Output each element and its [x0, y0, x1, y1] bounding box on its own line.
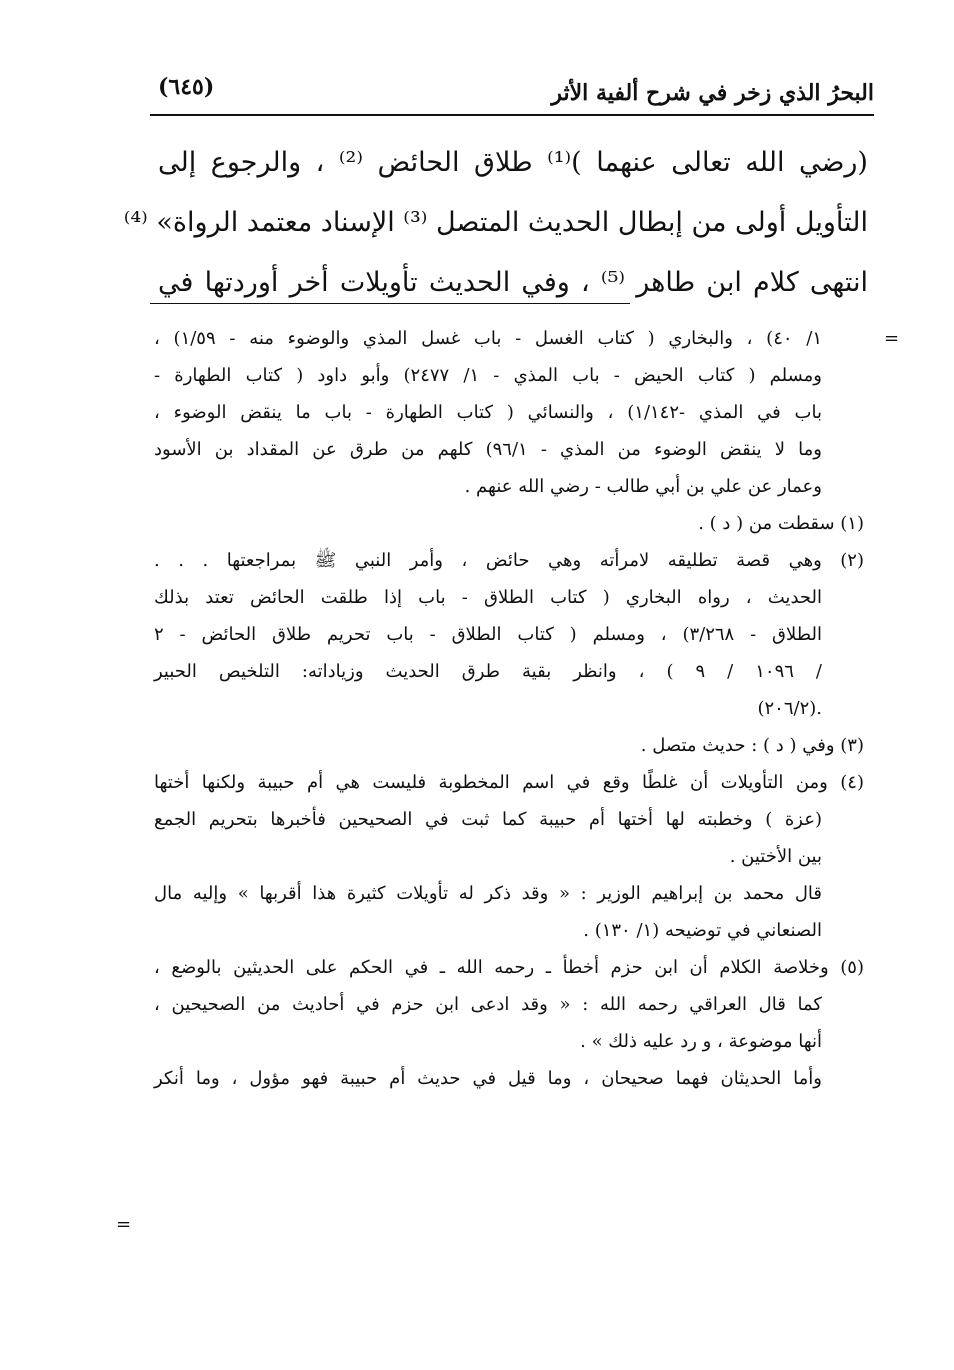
footnote-line: (١) سقطت من ( د ) . [698, 513, 864, 534]
running-title: البحرُ الذي زخر في شرح ألفية الأثر [551, 80, 874, 106]
footnote-line: وأما الحديثان فهما صحيحان ، وما قيل في حديث أم حبيبة فهو مؤول ، وما أنكر [154, 1068, 822, 1089]
footnote-line: (٥) وخلاصة الكلام أن ابن حزم أخطأ ـ رحمه الله ـ في الحكم على الحديثين بالوضع ، [154, 957, 864, 978]
footnote-line: ١/ ٤٠) ، والبخاري ( كتاب الغسل - باب غسل المذي والوضوء منه - ١/٥٩) ، [154, 328, 822, 349]
header-rule [150, 114, 874, 116]
footnote-5 [154, 949, 864, 1097]
footnote-line: (عزة ) وخطبته لها أختها أم حبيبة كما ثبت في الصحيحين فأخبرها بتحريم الجمع [154, 809, 822, 830]
margin-mark-top: = [884, 328, 900, 349]
footnote-line: .(٢٠٦/٢) [757, 698, 822, 719]
main-text-line: (رضي الله تعالى عنهما )⁽¹⁾ طلاق الحائض ⁽²⁾ ، والرجوع إلى [158, 147, 868, 178]
footnote-line: ومسلم ( كتاب الحيض - باب المذي - ١/ ٢٤٧٧) وأبو داود ( كتاب الطهارة - [154, 365, 822, 386]
footnote-continuation [154, 320, 864, 505]
footnote-4 [154, 764, 864, 949]
footnote-1 [154, 505, 864, 542]
main-text-line: التأويل أولى من إبطال الحديث المتصل ⁽³⁾ الإسناد معتمد الرواة» ⁽⁴⁾ [123, 207, 868, 238]
page-number: (٦٤٥) [158, 74, 215, 100]
footnote-line: (٢) وهي قصة تطليقه لامرأته وهي حائض ، وأمر النبي ﷺ بمراجعتها . . . [154, 550, 864, 571]
footnotes [154, 320, 864, 1097]
footnote-line: وعمار عن علي بن أبي طالب - رضي الله عنهم . [464, 476, 822, 497]
footnote-line: الطلاق - ٣/٢٦٨) ، ومسلم ( كتاب الطلاق - باب تحريم طلاق الحائض - ٢ [154, 624, 822, 645]
main-text-line: انتهى كلام ابن طاهر ⁽⁵⁾ ، وفي الحديث تأويلات أخر أوردتها في [158, 267, 868, 298]
footnote-3 [154, 727, 864, 764]
footnote-line: الصنعاني في توضيحه (١/ ١٣٠) . [583, 920, 822, 941]
footnote-line: كما قال العراقي رحمه الله : « وقد ادعى ابن حزم في أحاديث من الصحيحين ، [154, 994, 822, 1015]
main-text [123, 135, 868, 315]
footnote-line: وما لا ينقض الوضوء من المذي - ٩٦/١) كلهم من طرق عن المقداد بن الأسود [154, 439, 822, 460]
footnote-line: (٤) ومن التأويلات أن غلطًا وقع في اسم المخطوبة فليست هي أم حبيبة ولكنها أختها [154, 772, 864, 793]
footnote-2 [154, 542, 864, 727]
footnote-line: / ١٠٩٦ / ٩ ) ، وانظر بقية طرق الحديث وزياداته: التلخيص الحبير [154, 661, 822, 682]
footnote-line: أنها موضوعة ، و رد عليه ذلك » . [580, 1031, 822, 1052]
footnote-line: الحديث ، رواه البخاري ( كتاب الطلاق - باب إذا طلقت الحائض تعتد بذلك [154, 587, 822, 608]
margin-mark-bottom: = [116, 1214, 132, 1235]
footnote-line: باب في المذي -١/١٤٢) ، والنسائي ( كتاب الطهارة - باب ما ينقض الوضوء ، [154, 402, 822, 423]
footnote-line: بين الأختين . [729, 846, 822, 867]
page-header [150, 66, 874, 116]
footnote-line: قال محمد بن إبراهيم الوزير : « وقد ذكر له تأويلات كثيرة هذا أقربها » وإليه مال [154, 883, 822, 904]
footnote-separator [150, 303, 630, 304]
footnote-line: (٣) وفي ( د ) : حديث متصل . [640, 735, 864, 756]
